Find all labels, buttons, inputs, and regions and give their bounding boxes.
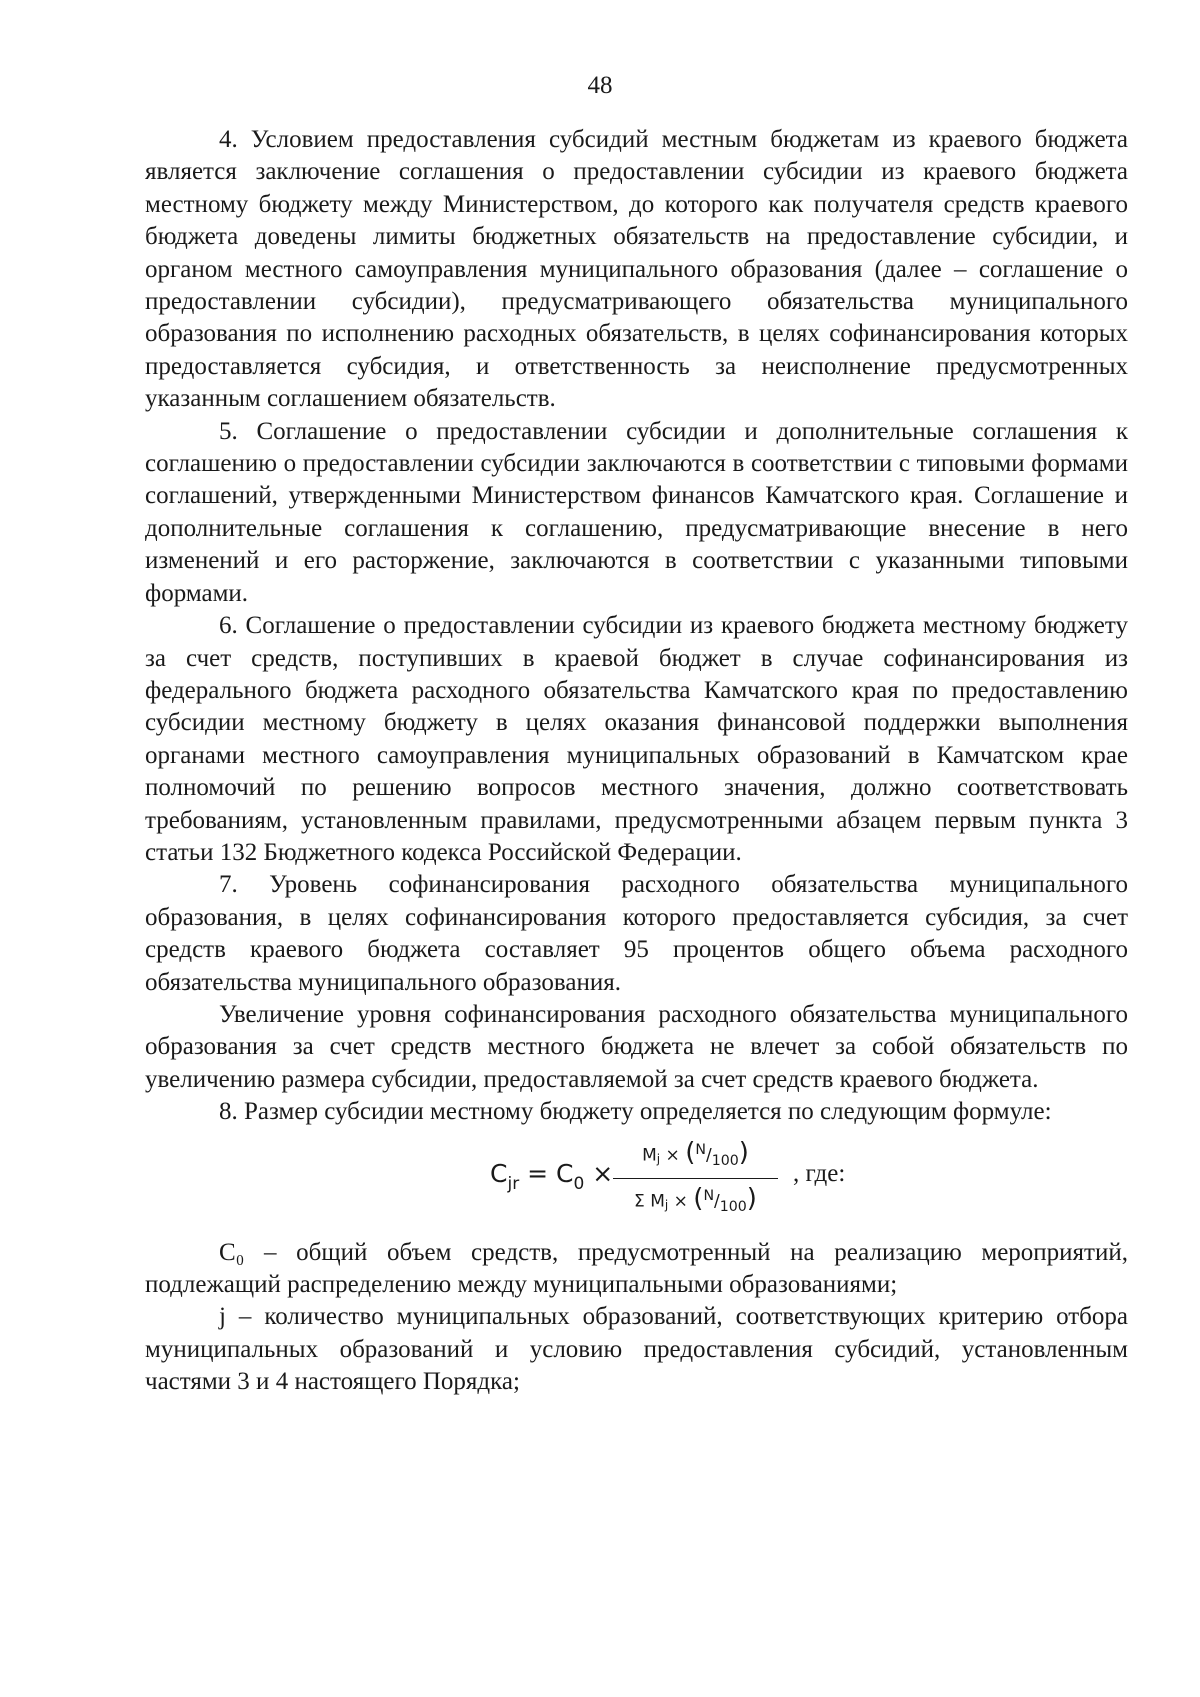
formula-c0-subscript: 0 [573,1173,585,1194]
formula-fraction [613,1135,778,1222]
paragraph-clause-6: 6. Соглашение о предоставлении субсидии из краевого бюджета местному бюджету за счет средств, поступивших в краевой бюджет в случае софинансирования из федерального бюджета расходного обязательства Камчатского края по предоставлению субсидии местному бюджету в целях оказания финансовой поддержки выполнения органами местного самоуправления муниципальных образований в Камчатском крае полномочий по решению вопросов местного значения, должно соответствовать требованиям, установленным правилами, предусмотренными абзацем первым пункта 3 статьи 132 Бюджетного кодекса Российской Федерации. [145,612,1128,866]
paragraph-clause-5: 5. Соглашение о предоставлении субсидии и дополнительные соглашения к соглашению о предоставлении субсидии заключаются в соответствии с типовыми формами соглашений, утвержденными Министерством финансов Камчатского края. Соглашение и дополнительные соглашения к соглашению, предусматривающие внесение в него изменений и его расторжение, заключаются в соответствии с указанными типовыми формами. [145,417,1128,607]
page-number: 48 [587,72,613,99]
subsidy-formula [145,1135,1128,1237]
formula-cjr-symbol: C [490,1158,508,1188]
paragraph-clause-4: 4. Условием предоставления субсидий местным бюджетам из краевого бюджета является заключение соглашения о предоставлении субсидии из краевого бюджета местному бюджету между Министерством, до которого как получателя средств краевого бюджета доведены лимиты бюджетных обязательств на предоставление субсидии, и органом местного самоуправления муниципального образования (далее – соглашение о предоставлении субсидии), предусматривающего обязательства муниципального образования по исполнению расходных обязательств, в целях софинансирования которых предоставляется субсидия, и ответственность за неисполнение предусмотренных указанным соглашением обязательств. [145,126,1128,413]
document-body [145,124,1128,1399]
paragraph-clause-7: 7. Уровень софинансирования расходного обязательства муниципального образования, в целях софинансирования которого предоставляется субсидия, за счет средств краевого бюджета составляет 95 процентов общего объема расходного обязательства муниципального образования. [145,871,1128,996]
paragraph-clause-7-continued: Увеличение уровня софинансирования расходного обязательства муниципального образования за счет средств местного бюджета не влечет за собой обязательств по увеличению размера субсидии, предоставляемой за счет средств краевого бюджета. [145,1000,1128,1093]
definition-c0: C₀ – общий объем средств, предусмотренный на реализацию мероприятий, подлежащий распределению между муниципальными образованиями; [145,1238,1128,1298]
formula-equals: = [519,1158,557,1188]
formula-times: × [584,1158,614,1188]
fraction-line [613,1178,778,1179]
formula-denominator: Σ $Mj \times (^N/_{100})$ [634,1183,757,1215]
formula-c0-symbol: C [556,1158,574,1188]
formula-where-label: , где: [793,1159,846,1187]
formula-numerator: $Mj \times (^N/_{100})$ [642,1137,749,1169]
formula-cjr-subscript: jr [507,1173,520,1194]
paragraph-clause-8: 8. Размер субсидии местному бюджету определяется по следующим формуле: [219,1098,1052,1126]
formula-left-side [490,1157,613,1194]
definition-j: j – количество муниципальных образований, соответствующих критерию отбора муниципальных образований и условию предоставления субсидий, установленным частями 3 и 4 настоящего Порядка; [145,1303,1128,1396]
